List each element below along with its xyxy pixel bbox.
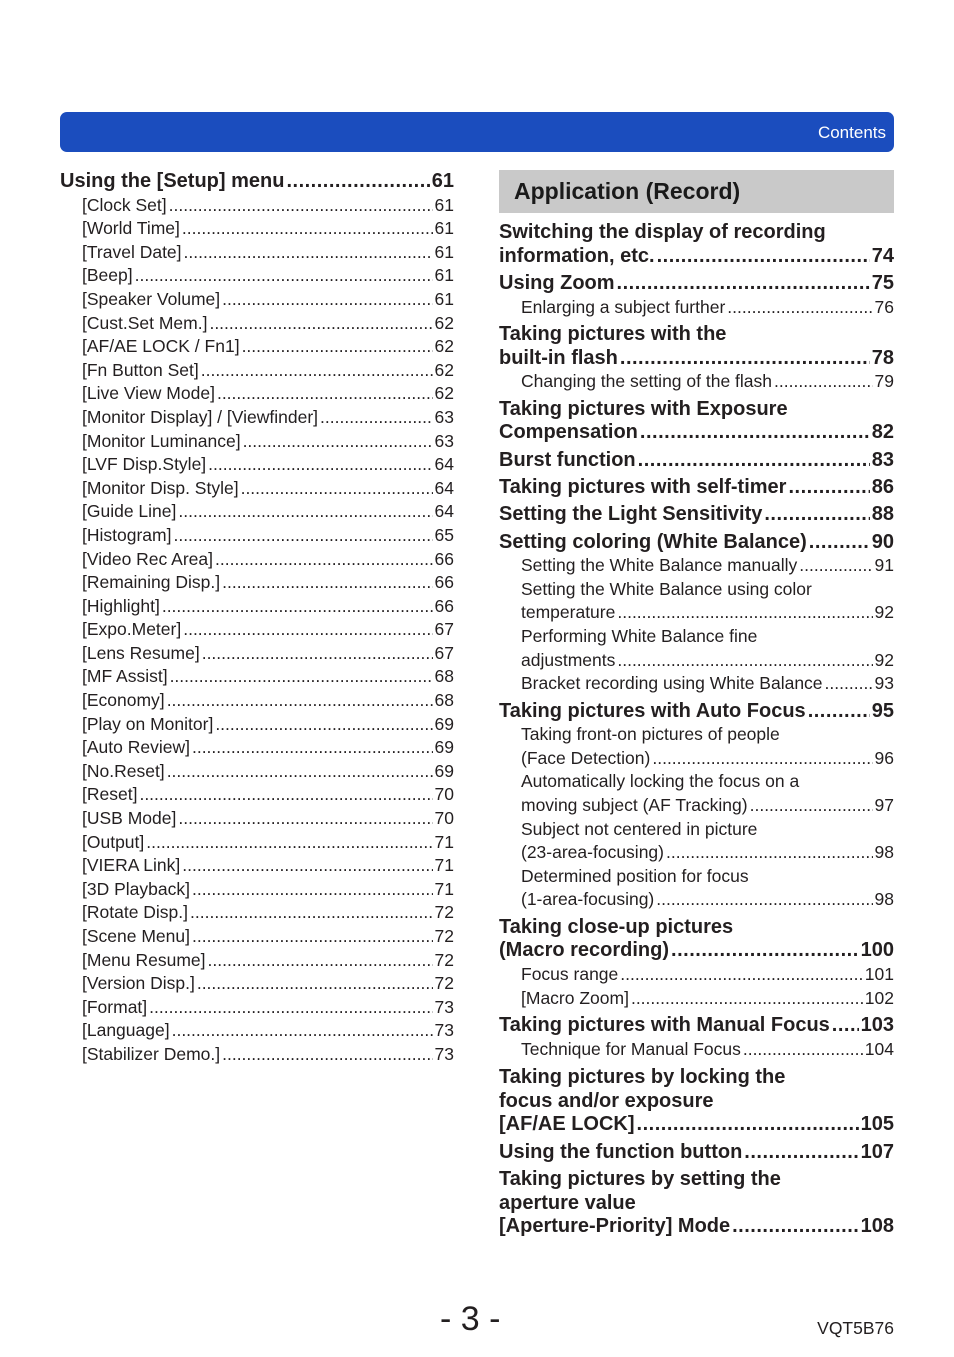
toc-subentry[interactable]	[60, 571, 454, 595]
toc-subentry-page: 65	[434, 524, 454, 545]
toc-subentry-title: [Scene Menu]	[82, 926, 190, 946]
leader-dots	[178, 807, 432, 831]
toc-subentry-wb-bracket[interactable]	[499, 672, 894, 696]
leader-dots	[640, 421, 870, 445]
leader-dots	[617, 649, 872, 673]
leader-dots	[617, 272, 870, 296]
toc-subentry-page: 72	[434, 949, 454, 970]
toc-entry-light-sensitivity[interactable]	[499, 503, 894, 527]
toc-subentry-page: 62	[434, 336, 454, 357]
toc-entry-page: 74	[871, 244, 894, 267]
toc-subentry[interactable]	[60, 312, 454, 336]
toc-entry-page: 107	[860, 1140, 894, 1163]
toc-entry-page: 61	[431, 170, 454, 192]
toc-subentry-title: [Expo.Meter]	[82, 619, 182, 640]
toc-subentry-title: [Version Disp.]	[82, 973, 195, 994]
toc-entry-title: built-in flash	[499, 346, 618, 369]
toc-entry-title: [AF/AE LOCK]	[499, 1113, 635, 1136]
leader-dots	[652, 747, 872, 771]
toc-subentry-page: 91	[874, 555, 894, 576]
toc-subentry-title: [Monitor Display] / [Viewfinder]	[82, 406, 319, 427]
toc-subentry-page: 73	[434, 1043, 454, 1064]
toc-subentry-title: [3D Playback]	[82, 878, 190, 899]
toc-subentry-title: [Remaining Disp.]	[82, 572, 221, 593]
leader-dots	[182, 217, 433, 241]
toc-subentry-line: Performing White Balance fine	[521, 626, 758, 647]
toc-subentry-title: [USB Mode]	[82, 808, 177, 829]
leader-dots	[183, 618, 432, 642]
toc-subentry[interactable]	[60, 453, 454, 477]
toc-subentry-page: 101	[864, 963, 894, 984]
leader-dots	[172, 1019, 433, 1043]
toc-subentry-page: 73	[434, 996, 454, 1017]
leader-dots	[809, 531, 870, 555]
toc-entry-page: 83	[871, 448, 894, 471]
toc-subentry-page: 71	[434, 855, 454, 876]
toc-subentry-title: [Stabilizer Demo.]	[82, 1043, 221, 1064]
toc-subentry-title: [MF Assist]	[82, 666, 168, 687]
leader-dots	[167, 689, 433, 713]
leader-dots	[764, 503, 869, 527]
toc-subentry-page: 61	[434, 241, 454, 262]
left-subentry-list	[60, 194, 454, 1067]
toc-subentry-title: [Output]	[82, 831, 145, 852]
toc-entry-title: Using the [Setup] menu	[60, 170, 285, 192]
toc-entry-title: Compensation	[499, 421, 638, 444]
leader-dots	[217, 382, 433, 406]
toc-entry-page: 100	[860, 939, 894, 962]
toc-entry-page: 90	[871, 530, 894, 553]
toc-subentry-page: 70	[434, 808, 454, 829]
toc-subentry-page: 66	[434, 595, 454, 616]
leader-dots	[727, 296, 872, 320]
toc-subentry[interactable]	[60, 335, 454, 359]
toc-subentry-face-detection[interactable]	[499, 723, 894, 770]
toc-subentry-page: 68	[434, 666, 454, 687]
toc-subentry-title: [LVF Disp.Style]	[82, 454, 207, 475]
toc-subentry[interactable]	[60, 500, 454, 524]
toc-entry-aperture-priority[interactable]	[499, 1168, 894, 1239]
toc-subentry[interactable]	[60, 807, 454, 831]
toc-entry-title: Using the function button	[499, 1140, 743, 1163]
toc-subentry[interactable]	[60, 996, 454, 1020]
toc-subentry-page: 61	[434, 288, 454, 309]
toc-subentry-page: 66	[434, 572, 454, 593]
leader-dots	[242, 335, 433, 359]
toc-entry-function-button[interactable]	[499, 1141, 894, 1165]
toc-entry-switching-display[interactable]	[499, 221, 894, 268]
toc-subentry-page: 93	[874, 673, 894, 694]
toc-subentry[interactable]	[60, 1043, 454, 1067]
toc-subentry-line: Determined position for focus	[521, 865, 749, 886]
leader-dots	[631, 987, 863, 1011]
leader-dots	[182, 854, 432, 878]
leader-dots	[243, 430, 433, 454]
leader-dots	[637, 1113, 859, 1137]
toc-entry-title: (Macro recording)	[499, 939, 670, 962]
toc-subentry[interactable]	[60, 548, 454, 572]
toc-entry-line: Taking pictures with Exposure	[499, 397, 788, 420]
toc-subentry-title: [Menu Resume]	[82, 949, 206, 970]
toc-subentry[interactable]	[60, 783, 454, 807]
toc-subentry[interactable]	[60, 949, 454, 973]
toc-entry-title: Using Zoom	[499, 271, 615, 294]
toc-subentry-page: 69	[434, 737, 454, 758]
toc-entry-line: Taking close-up pictures	[499, 915, 734, 938]
toc-subentry-focus-range[interactable]	[499, 963, 894, 987]
toc-subentry-page: 61	[434, 265, 454, 286]
toc-subentry-title: [Beep]	[82, 265, 133, 286]
leader-dots	[146, 831, 432, 855]
toc-entry-title: information, etc.	[499, 244, 655, 267]
toc-subentry-page: 61	[434, 218, 454, 239]
toc-entry-title: Setting the Light Sensitivity	[499, 503, 763, 526]
toc-entry-white-balance[interactable]	[499, 531, 894, 555]
toc-entry-setup-menu[interactable]	[60, 170, 454, 194]
toc-subentry-title: temperature	[521, 602, 616, 623]
toc-subentry[interactable]	[60, 713, 454, 737]
toc-subentry-page: 64	[434, 477, 454, 498]
leader-dots	[184, 241, 433, 265]
toc-subentry-title: Focus range	[521, 963, 619, 984]
toc-subentry-title: [Auto Review]	[82, 737, 190, 758]
toc-entry-page: 105	[860, 1113, 894, 1136]
leader-dots	[320, 406, 433, 430]
toc-subentry-title: [Economy]	[82, 690, 165, 711]
leader-dots	[241, 477, 433, 501]
page-number: - 3 -	[440, 1300, 501, 1338]
toc-subentry[interactable]	[60, 595, 454, 619]
leader-dots	[192, 878, 433, 902]
toc-subentry[interactable]	[60, 1019, 454, 1043]
toc-subentry-page: 79	[874, 371, 894, 392]
toc-subentry[interactable]	[60, 406, 454, 430]
toc-subentry-line: Setting the White Balance using color	[521, 578, 812, 599]
toc-subentry-page: 72	[434, 973, 454, 994]
toc-subentry-af-tracking[interactable]	[499, 770, 894, 817]
toc-entry-macro-recording[interactable]	[499, 916, 894, 963]
leader-dots	[788, 476, 869, 500]
toc-subentry-title: [World Time]	[82, 218, 180, 239]
leader-dots	[169, 194, 433, 218]
leader-dots	[799, 554, 872, 578]
leader-dots	[656, 888, 872, 912]
toc-subentry-macro-zoom[interactable]	[499, 987, 894, 1011]
toc-entry-title: Burst function	[499, 448, 636, 471]
leader-dots	[149, 996, 432, 1020]
toc-subentry-title: Setting the White Balance manually	[521, 555, 798, 576]
toc-entry-line: Taking pictures by locking the	[499, 1066, 786, 1089]
toc-subentry-title: [Travel Date]	[82, 241, 182, 262]
toc-subentry-title: [Fn Button Set]	[82, 359, 199, 380]
toc-subentry-title: [Monitor Disp. Style]	[82, 477, 239, 498]
leader-dots	[202, 642, 433, 666]
toc-entry-page: 86	[871, 475, 894, 498]
toc-subentry-flash-setting[interactable]	[499, 370, 894, 394]
toc-subentry-title: [Speaker Volume]	[82, 288, 221, 309]
toc-subentry-title: Changing the setting of the flash	[521, 371, 773, 392]
toc-subentry[interactable]	[60, 831, 454, 855]
toc-subentry-title: Bracket recording using White Balance	[521, 673, 823, 694]
toc-subentry-page: 72	[434, 902, 454, 923]
toc-subentry-mf-technique[interactable]	[499, 1038, 894, 1062]
toc-subentry-line: Taking front-on pictures of people	[521, 724, 780, 745]
leader-dots	[657, 245, 870, 269]
toc-subentry[interactable]	[60, 264, 454, 288]
toc-entry-built-in-flash[interactable]	[499, 323, 894, 370]
toc-entry-title: [Aperture-Priority] Mode	[499, 1215, 731, 1238]
toc-subentry-1-area[interactable]	[499, 865, 894, 912]
leader-dots	[620, 347, 870, 371]
toc-subentry-wb-manual[interactable]	[499, 554, 894, 578]
toc-subentry[interactable]	[60, 972, 454, 996]
toc-subentry-23-area[interactable]	[499, 818, 894, 865]
toc-subentry-title: [No.Reset]	[82, 760, 165, 781]
leader-dots	[208, 949, 433, 973]
toc-subentry-page: 69	[434, 760, 454, 781]
toc-subentry-title: [Video Rec Area]	[82, 548, 214, 569]
leader-dots	[139, 783, 432, 807]
toc-subentry-page: 69	[434, 713, 454, 734]
toc-subentry-page: 64	[434, 501, 454, 522]
toc-subentry-title: [Live View Mode]	[82, 383, 215, 404]
toc-subentry-title: (Face Detection)	[521, 747, 651, 768]
toc-entry-page: 88	[871, 503, 894, 526]
toc-entry-page: 82	[871, 421, 894, 444]
toc-subentry[interactable]	[60, 760, 454, 784]
toc-entry-line: Taking pictures by setting the	[499, 1168, 781, 1191]
leader-dots	[197, 972, 433, 996]
toc-subentry-wb-fine[interactable]	[499, 625, 894, 672]
toc-subentry-title: Technique for Manual Focus	[521, 1038, 741, 1059]
toc-subentry-title: [AF/AE LOCK / Fn1]	[82, 336, 240, 357]
toc-subentry-enlarging[interactable]	[499, 296, 894, 320]
toc-subentry[interactable]	[60, 925, 454, 949]
leader-dots	[201, 359, 433, 383]
toc-entry-title: Taking pictures with Manual Focus	[499, 1013, 830, 1036]
toc-subentry-page: 104	[864, 1038, 894, 1059]
toc-subentry-page: 67	[434, 619, 454, 640]
toc-subentry[interactable]	[60, 618, 454, 642]
leader-dots	[190, 901, 433, 925]
toc-subentry-title: [Macro Zoom]	[521, 987, 629, 1008]
toc-subentry-title: [Guide Line]	[82, 501, 177, 522]
leader-dots	[162, 595, 433, 619]
leader-dots	[222, 571, 432, 595]
toc-entry-using-zoom[interactable]	[499, 272, 894, 296]
toc-subentry-title: (23-area-focusing)	[521, 842, 664, 863]
toc-subentry-title: [Histogram]	[82, 524, 172, 545]
toc-subentry-page: 92	[874, 649, 894, 670]
toc-subentry-page: 76	[874, 296, 894, 317]
toc-subentry-page: 63	[434, 430, 454, 451]
toc-entry-af-ae-lock[interactable]	[499, 1066, 894, 1137]
leader-dots	[215, 548, 433, 572]
toc-subentry[interactable]	[60, 524, 454, 548]
document-code: VQT5B76	[817, 1318, 894, 1338]
toc-subentry-page: 70	[434, 784, 454, 805]
contents-link[interactable]: Contents	[817, 123, 886, 142]
toc-subentry-title: [Rotate Disp.]	[82, 902, 189, 923]
toc-subentry[interactable]	[60, 878, 454, 902]
leader-dots	[617, 601, 872, 625]
toc-subentry[interactable]	[60, 665, 454, 689]
leader-dots	[222, 288, 432, 312]
toc-entry-page: 103	[860, 1013, 894, 1036]
toc-subentry-page: 63	[434, 406, 454, 427]
toc-entry-exposure-compensation[interactable]	[499, 398, 894, 445]
toc-entry-line: Switching the display of recording	[499, 221, 826, 243]
toc-entry-title: Taking pictures with self-timer	[499, 475, 787, 498]
toc-subentry-title: [VIERA Link]	[82, 855, 181, 876]
toc-entry-title: Taking pictures with Auto Focus	[499, 699, 806, 722]
toc-subentry-page: 62	[434, 312, 454, 333]
leader-dots	[192, 736, 433, 760]
toc-subentry[interactable]	[60, 359, 454, 383]
leader-dots	[208, 453, 432, 477]
leader-dots	[666, 841, 873, 865]
toc-subentry-page: 98	[874, 889, 894, 910]
leader-dots	[744, 1141, 858, 1165]
toc-subentry-page: 61	[434, 194, 454, 215]
toc-entry-page: 108	[860, 1215, 894, 1238]
leader-dots	[173, 524, 432, 548]
toc-subentry-title: [Play on Monitor]	[82, 713, 214, 734]
left-column	[60, 170, 454, 1067]
leader-dots	[732, 1215, 859, 1239]
toc-subentry-title: [Cust.Set Mem.]	[82, 312, 208, 333]
right-column	[499, 170, 894, 1243]
leader-dots	[222, 1043, 432, 1067]
toc-subentry-title: adjustments	[521, 649, 616, 670]
toc-subentry-title: [Highlight]	[82, 595, 160, 616]
toc-subentry-title: [Clock Set]	[82, 194, 167, 215]
toc-entry-page: 78	[871, 346, 894, 369]
toc-subentry-page: 62	[434, 359, 454, 380]
leader-dots	[671, 939, 859, 963]
toc-subentry[interactable]	[60, 241, 454, 265]
toc-subentry-title: (1-area-focusing)	[521, 889, 655, 910]
header-bar	[60, 112, 894, 152]
toc-entry-title: Setting coloring (White Balance)	[499, 530, 807, 553]
toc-subentry-page: 71	[434, 878, 454, 899]
section-title: Application (Record)	[499, 170, 894, 213]
leader-dots	[825, 672, 873, 696]
toc-subentry-title: Enlarging a subject further	[521, 296, 726, 317]
toc-subentry[interactable]	[60, 736, 454, 760]
toc-subentry[interactable]	[60, 642, 454, 666]
toc-subentry-page: 67	[434, 642, 454, 663]
toc-subentry[interactable]	[60, 854, 454, 878]
toc-entry-self-timer[interactable]	[499, 476, 894, 500]
leader-dots	[192, 925, 433, 949]
toc-subentry[interactable]	[60, 901, 454, 925]
toc-entry-auto-focus[interactable]	[499, 700, 894, 724]
toc-entry-line: focus and/or exposure	[499, 1089, 714, 1112]
toc-subentry-page: 97	[874, 795, 894, 816]
toc-subentry-page: 72	[434, 926, 454, 946]
toc-subentry[interactable]	[60, 382, 454, 406]
leader-dots	[286, 170, 429, 194]
toc-subentry-page: 73	[434, 1020, 454, 1041]
toc-entry-line: aperture value	[499, 1191, 636, 1214]
toc-subentry-title: [Language]	[82, 1020, 170, 1041]
leader-dots	[209, 312, 432, 336]
toc-subentry-title: [Format]	[82, 996, 148, 1017]
toc-subentry[interactable]	[60, 477, 454, 501]
toc-subentry-page: 62	[434, 383, 454, 404]
toc-subentry-line: Automatically locking the focus on a	[521, 771, 800, 792]
toc-subentry-page: 92	[874, 602, 894, 623]
toc-subentry-title: [Lens Resume]	[82, 642, 200, 663]
leader-dots	[638, 449, 870, 473]
toc-subentry[interactable]	[60, 689, 454, 713]
toc-subentry-page: 68	[434, 690, 454, 711]
toc-subentry-page: 96	[874, 747, 894, 768]
toc-entry-burst-function[interactable]	[499, 449, 894, 473]
leader-dots	[774, 370, 873, 394]
toc-subentry-page: 98	[874, 842, 894, 863]
leader-dots	[743, 1038, 863, 1062]
toc-subentry[interactable]	[60, 217, 454, 241]
leader-dots	[170, 665, 433, 689]
toc-subentry-title: moving subject (AF Tracking)	[521, 795, 748, 816]
toc-subentry[interactable]	[60, 194, 454, 218]
leader-dots	[135, 264, 433, 288]
leader-dots	[808, 700, 870, 724]
toc-subentry[interactable]	[60, 430, 454, 454]
leader-dots	[620, 963, 863, 987]
leader-dots	[750, 794, 873, 818]
toc-entry-manual-focus[interactable]	[499, 1014, 894, 1038]
toc-subentry-wb-color-temp[interactable]	[499, 578, 894, 625]
leader-dots	[832, 1014, 859, 1038]
leader-dots	[215, 713, 432, 737]
toc-subentry-title: [Reset]	[82, 784, 138, 805]
toc-subentry-page: 71	[434, 831, 454, 852]
toc-subentry-title: [Monitor Luminance]	[82, 430, 241, 451]
toc-subentry-page: 64	[434, 454, 454, 475]
leader-dots	[167, 760, 433, 784]
toc-subentry-page: 102	[864, 987, 894, 1008]
toc-entry-page: 75	[871, 271, 894, 294]
toc-entry-line: Taking pictures with the	[499, 322, 727, 345]
toc-subentry-line: Subject not centered in picture	[521, 818, 758, 839]
toc-subentry-page: 66	[434, 548, 454, 569]
toc-entry-page: 95	[871, 699, 894, 722]
leader-dots	[178, 500, 432, 524]
toc-subentry[interactable]	[60, 288, 454, 312]
